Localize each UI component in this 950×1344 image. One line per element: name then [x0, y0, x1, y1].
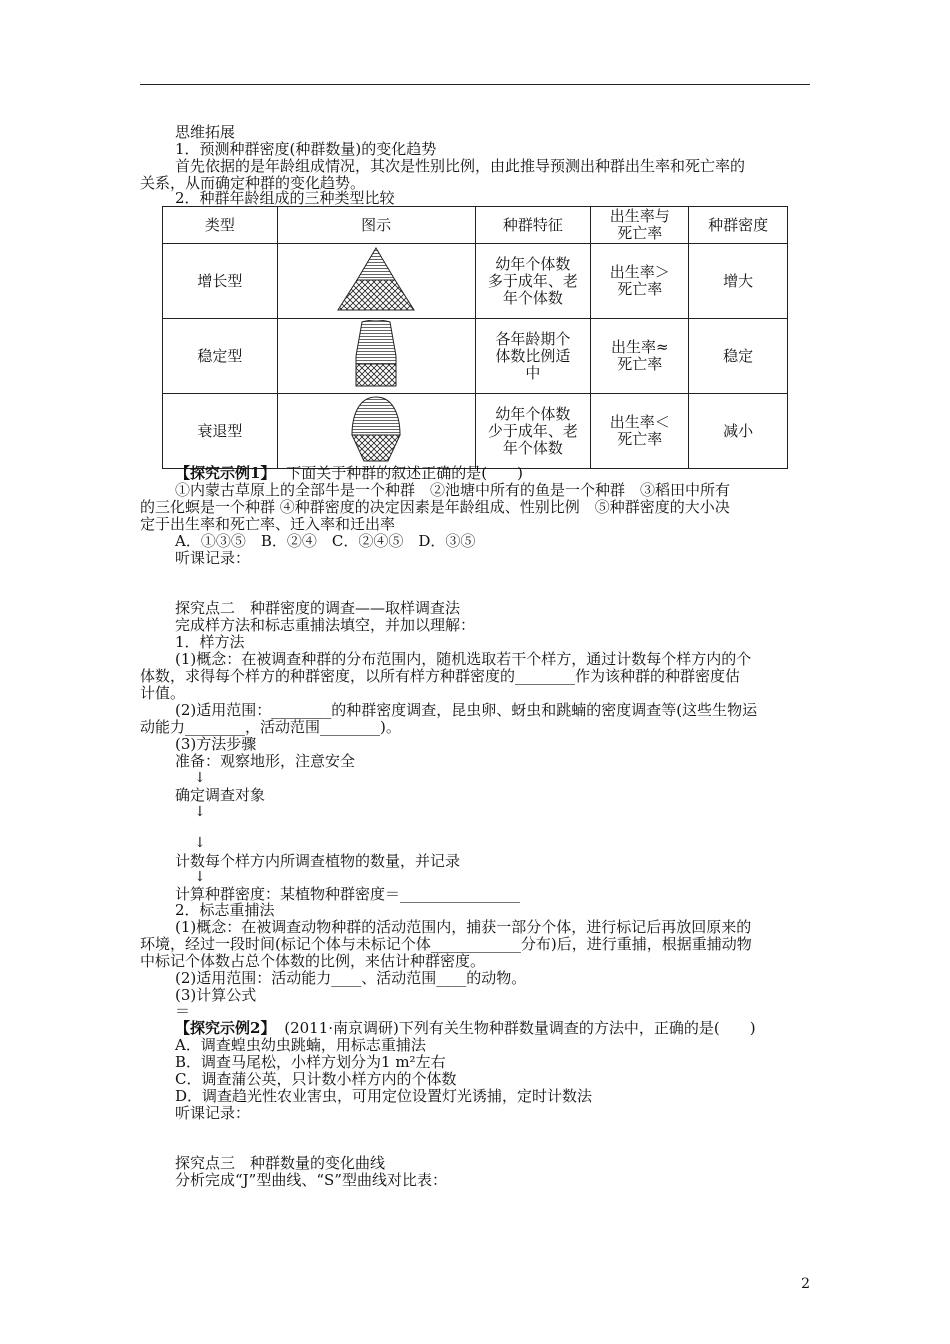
page-number: 2 — [801, 1276, 810, 1292]
type-cell: 增长型 — [163, 244, 278, 319]
age-structure-table — [162, 206, 788, 469]
example-2-question: (2011·南京调研)下列有关生物种群数量调查的方法中，正确的是( ) — [284, 1019, 756, 1037]
point-2-title: 探究点二 种群密度的调查——取样调查法 — [175, 599, 461, 617]
paragraph-1-title: 1．预测种群密度(种群数量)的变化趋势 — [175, 140, 437, 158]
example-2-option-b: B．调查马尾松，小样方划分为1 m²左右 — [175, 1053, 446, 1071]
mark-formula-title: (3)计算公式 — [175, 986, 257, 1004]
rate-cell: 出生率＞ 死亡率 — [591, 244, 689, 319]
mark-scope: (2)适用范围：活动能力____、活动范围____的动物。 — [175, 969, 527, 987]
paragraph-1-line-1: 首先依据的是年龄组成情况，其次是性别比例，由此推导预测出种群出生率和死亡率的 — [175, 157, 746, 175]
example-1-question: 下面关于种群的叙述正确的是( ) — [286, 464, 523, 482]
diagram-cell — [277, 394, 475, 469]
header-feature: 种群特征 — [475, 207, 591, 244]
example-1-line-3: 定于出生率和死亡率、迁入率和迁出率 — [140, 515, 396, 533]
point-2-intro: 完成样方法和标志重捕法填空，并加以理解： — [175, 616, 476, 634]
feature-cell: 各年龄期个 体数比例适 中 — [475, 319, 591, 394]
quadrat-concept-line-3: 计值。 — [140, 684, 186, 702]
quadrat-scope-line-2: 动能力________，活动范围________)。 — [140, 718, 401, 736]
quadrat-method-title: 1．样方法 — [175, 633, 245, 651]
density-cell: 稳定 — [689, 319, 788, 394]
point-3-intro: 分析完成“J”型曲线、“S”型曲线对比表： — [175, 1171, 447, 1189]
mark-concept-line-2: 环境，经过一段时间(标记个体与未标记个体____________分布)后，进行重捕，根据重捕动物 — [140, 935, 752, 953]
example-2-notes: 听课记录： — [175, 1104, 251, 1122]
type-cell: 稳定型 — [163, 319, 278, 394]
density-cell: 减小 — [689, 394, 788, 469]
header-type: 类型 — [163, 207, 278, 244]
rate-cell: 出生率＜ 死亡率 — [591, 394, 689, 469]
feature-cell: 幼年个体数 多于成年、老 年个体数 — [475, 244, 591, 319]
example-1-title: 【探究示例1】 — [175, 464, 276, 482]
quadrat-concept-line-2: 体数，求得每个样方的种群密度，以所有样方种群密度的________作为该种群的种群密度估 — [140, 667, 741, 685]
step-count: 计数每个样方内所调查植物的数量，并记录 — [175, 852, 461, 870]
example-1-line-1: ①内蒙古草原上的全部牛是一个种群 ②池塘中所有的鱼是一个种群 ③稻田中所有 — [175, 481, 731, 499]
paragraph-2-title: 2．种群年龄组成的三种类型比较 — [175, 189, 395, 207]
diagram-cell — [277, 319, 475, 394]
example-1-line-2: 的三化螟是一个种群 ④种群密度的决定因素是年龄组成、性别比例 ⑤种群密度的大小决 — [140, 498, 730, 516]
example-1 — [175, 465, 523, 482]
point-3-title: 探究点三 种群数量的变化曲线 — [175, 1154, 386, 1172]
header-rule — [140, 84, 810, 85]
example-2 — [175, 1020, 756, 1037]
quadrat-steps-title: (3)方法步骤 — [175, 735, 257, 753]
mark-formula-eq: ＝ — [175, 1002, 191, 1020]
section-title: 思维拓展 — [175, 123, 236, 141]
arrow-down-icon: ↓ — [194, 804, 206, 820]
header-rate: 出生率与 死亡率 — [591, 207, 689, 244]
table-row — [163, 394, 788, 469]
mark-concept-line-1: (1)概念：在被调查动物种群的活动范围内，捕获一部分个体，进行标记后再放回原来的 — [175, 918, 752, 936]
table-row — [163, 244, 788, 319]
density-cell: 增大 — [689, 244, 788, 319]
mark-concept-line-3: 中标记个体数占总个体数的比例，来估计种群密度。 — [140, 952, 486, 970]
header-diagram: 图示 — [277, 207, 475, 244]
arrow-down-icon: ↓ — [194, 869, 206, 885]
diagram-cell — [277, 244, 475, 319]
arrow-down-icon: ↓ — [194, 835, 206, 851]
quadrat-concept-line-1: (1)概念：在被调查种群的分布范围内，随机选取若干个样方，通过计数每个样方内的个 — [175, 650, 752, 668]
example-2-title: 【探究示例2】 — [175, 1019, 276, 1037]
rate-cell: 出生率≈ 死亡率 — [591, 319, 689, 394]
example-2-option-d: D．调查趋光性农业害虫，可用定位设置灯光诱捕，定时计数法 — [175, 1087, 593, 1105]
paragraph-1-line-2: 关系，从而确定种群的变化趋势。 — [140, 174, 366, 192]
type-cell: 衰退型 — [163, 394, 278, 469]
example-2-option-c: C．调查蒲公英，只计数小样方内的个体数 — [175, 1070, 457, 1088]
quadrat-scope-line-1: (2)适用范围：________的种群密度调查，昆虫卵、蚜虫和跳蝻的密度调查等(这些生物运 — [175, 701, 758, 719]
table-header-row — [163, 207, 788, 244]
arrow-down-icon: ↓ — [194, 770, 206, 786]
growth-pyramid-diagram — [326, 246, 426, 312]
feature-cell: 幼年个体数 少于成年、老 年个体数 — [475, 394, 591, 469]
example-1-options: A．①③⑤ B．②④ C．②④⑤ D．③⑤ — [175, 532, 476, 550]
step-target: 确定调查对象 — [175, 786, 266, 804]
header-density: 种群密度 — [689, 207, 788, 244]
stable-bell-diagram — [326, 320, 426, 388]
step-calc: 计算种群密度：某植物种群密度＝________________ — [175, 885, 521, 903]
step-prepare: 准备：观察地形，注意安全 — [175, 752, 356, 770]
mark-recapture-title: 2．标志重捕法 — [175, 901, 275, 919]
table-row — [163, 319, 788, 394]
example-2-option-a: A．调查蝗虫幼虫跳蝻，用标志重捕法 — [175, 1036, 426, 1054]
example-1-notes: 听课记录： — [175, 549, 251, 567]
decline-urn-diagram — [326, 395, 426, 463]
